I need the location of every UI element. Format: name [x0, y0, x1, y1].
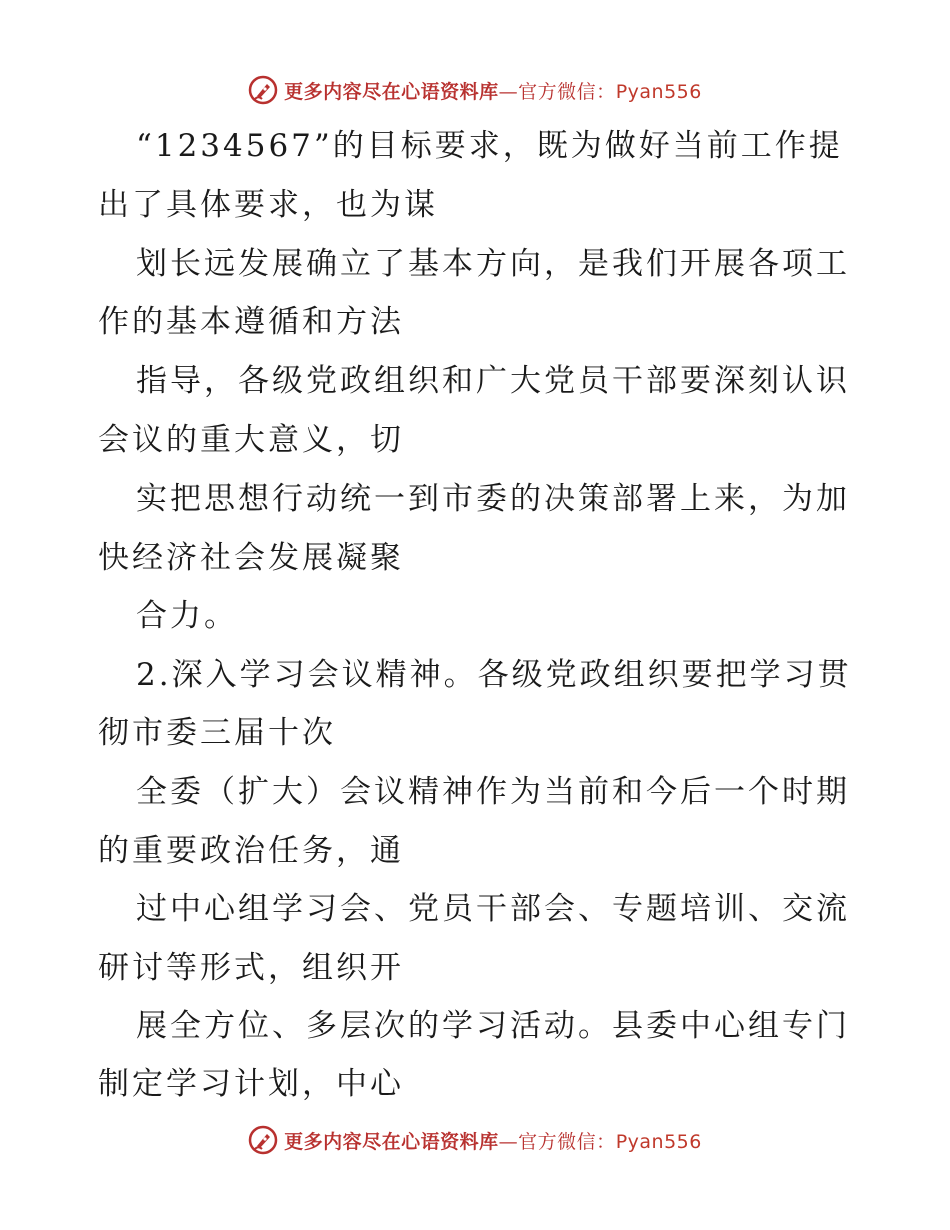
- banner-official-label: 官方微信：: [518, 80, 616, 103]
- body-line: 研讨等形式，组织开: [98, 950, 404, 986]
- body-line: 快经济社会发展凝聚: [98, 540, 404, 576]
- body-line: 展全方位、多层次的学习活动。县委中心组专门: [136, 1008, 850, 1044]
- banner-dash: —: [498, 80, 519, 103]
- banner-dash: —: [498, 1130, 519, 1153]
- banner-wechat-id: Pyan556: [615, 1130, 702, 1153]
- footer-banner: [0, 1122, 950, 1158]
- banner-wechat-id: Pyan556: [615, 80, 702, 103]
- banner-official-label: 官方微信：: [518, 1130, 616, 1153]
- body-line: 出了具体要求，也为谋: [98, 187, 438, 223]
- banner-main-text: 更多内容尽在心语资料库: [284, 1130, 499, 1153]
- body-line: 的重要政治任务，通: [98, 833, 404, 869]
- header-banner: [0, 72, 950, 108]
- banner-text: [284, 77, 702, 104]
- pen-nib-logo-icon: [248, 1125, 278, 1155]
- body-line: 会议的重大意义，切: [98, 422, 404, 458]
- body-line: 作的基本遵循和方法: [98, 304, 404, 340]
- banner-text: [284, 1127, 702, 1154]
- pen-nib-logo-icon: [248, 75, 278, 105]
- body-line: 全委（扩大）会议精神作为当前和今后一个时期: [136, 774, 850, 810]
- body-line: 指导，各级党政组织和广大党员干部要深刻认识: [136, 363, 850, 399]
- body-line: “1234567”的目标要求，既为做好当前工作提: [136, 128, 843, 164]
- body-line: 制定学习计划，中心: [98, 1066, 404, 1102]
- body-line: 2.深入学习会议精神。各级党政组织要把学习贯: [136, 657, 852, 693]
- body-line: 划长远发展确立了基本方向，是我们开展各项工: [136, 246, 850, 282]
- body-line: 实把思想行动统一到市委的决策部署上来，为加: [136, 481, 850, 517]
- body-line: 合力。: [136, 598, 238, 634]
- body-line: 彻市委三届十次: [98, 715, 336, 751]
- banner-main-text: 更多内容尽在心语资料库: [284, 80, 499, 103]
- body-line: 过中心组学习会、党员干部会、专题培训、交流: [136, 891, 850, 927]
